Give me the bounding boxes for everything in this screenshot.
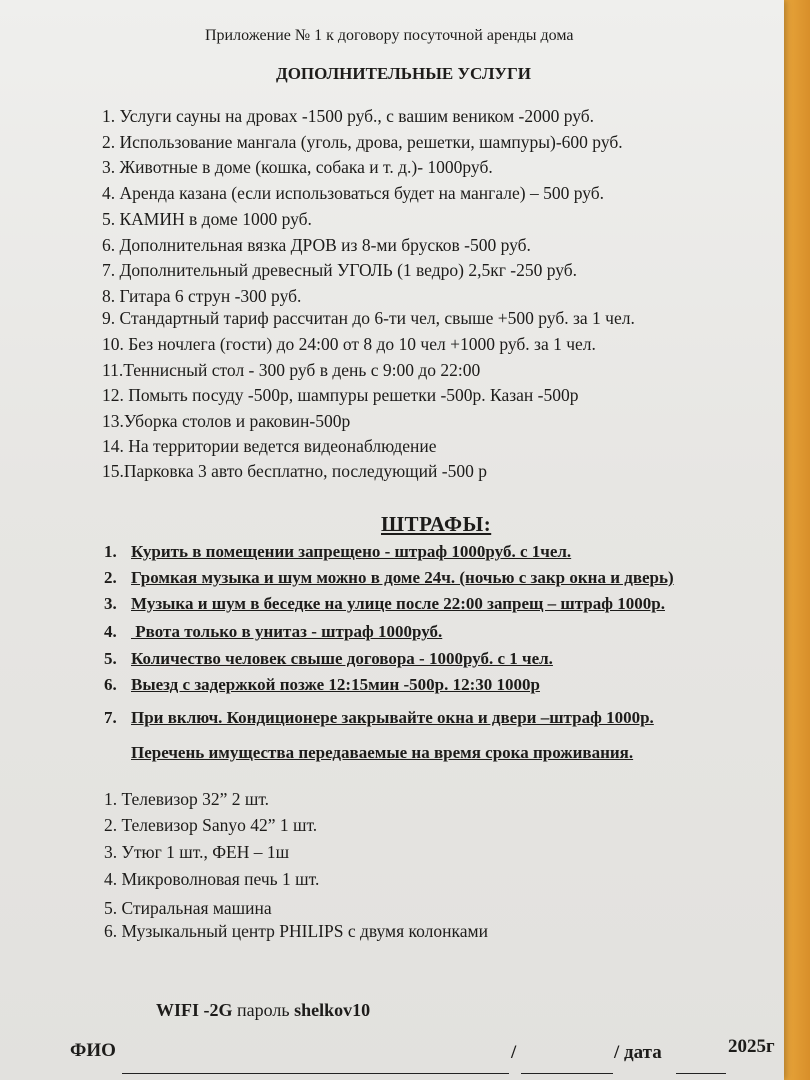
service-item: 4. Аренда казана (если использоваться будет на мангале) – 500 руб. bbox=[102, 183, 605, 203]
document-header: Приложение № 1 к договору посуточной аренды дома bbox=[205, 27, 574, 44]
service-item: 11.Теннисный стол - 300 руб в день с 9:00 до 22:00 bbox=[102, 360, 481, 380]
fine-text: Громкая музыка и шум можно в доме 24ч. (ночью с закр окна и дверь) bbox=[131, 568, 674, 587]
fine-text: Выезд с задержкой позже 12:15мин -500р. 12:30 1000р bbox=[131, 675, 540, 694]
service-item: 13.Уборка столов и раковин-500р bbox=[102, 411, 351, 431]
inventory-item: 1. Телевизор 32” 2 шт. bbox=[104, 789, 270, 809]
service-item: 1. Услуги сауны на дровах -1500 руб., с вашим веником -2000 руб. bbox=[102, 106, 595, 126]
fio-line bbox=[122, 1073, 509, 1074]
fine-number: 7. bbox=[104, 708, 117, 727]
fine-item bbox=[104, 708, 654, 728]
fine-number: 1. bbox=[104, 542, 117, 561]
service-item: 14. На территории ведется видеонаблюдение bbox=[102, 436, 437, 456]
wifi-label: WIFI -2G bbox=[156, 1000, 233, 1020]
fine-item bbox=[104, 649, 553, 669]
fine-text: Курить в помещении запрещено - штраф 1000руб. с 1чел. bbox=[131, 542, 572, 561]
fio-label: ФИО bbox=[70, 1040, 116, 1061]
fine-item bbox=[104, 675, 540, 695]
year: 2025г bbox=[728, 1036, 775, 1057]
fines-title: ШТРАФЫ: bbox=[381, 512, 492, 536]
fine-text: Количество человек свыше договора - 1000руб. с 1 чел. bbox=[131, 649, 553, 668]
services-title: ДОПОЛНИТЕЛЬНЫЕ УСЛУГИ bbox=[276, 64, 532, 83]
fine-item bbox=[104, 568, 674, 588]
service-item: 10. Без ночлега (гости) до 24:00 от 8 до 10 чел +1000 руб. за 1 чел. bbox=[102, 334, 596, 354]
inventory-item: 6. Музыкальный центр PHILIPS с двумя колонками bbox=[104, 921, 488, 941]
service-item: 5. КАМИН в доме 1000 руб. bbox=[102, 209, 312, 229]
service-item: 2. Использование мангала (уголь, дрова, решетки, шампуры)-600 руб. bbox=[102, 132, 623, 152]
service-item: 8. Гитара 6 струн -300 руб. bbox=[102, 286, 302, 306]
service-item: 9. Стандартный тариф рассчитан до 6-ти чел, свыше +500 руб. за 1 чел. bbox=[102, 308, 635, 328]
fine-item bbox=[104, 594, 665, 614]
wifi-password: shelkov10 bbox=[294, 1000, 371, 1020]
fine-text: Рвота только в унитаз - штраф 1000руб. bbox=[131, 622, 443, 641]
inventory-item: 4. Микроволновая печь 1 шт. bbox=[104, 869, 320, 889]
date-label: / дата bbox=[614, 1042, 662, 1063]
fine-number: 5. bbox=[104, 649, 117, 668]
inventory-item: 5. Стиральная машина bbox=[104, 898, 272, 918]
service-item: 3. Животные в доме (кошка, собака и т. д.)- 1000руб. bbox=[102, 157, 493, 177]
fine-number: 2. bbox=[104, 568, 117, 587]
fine-text: Музыка и шум в беседке на улице после 22:00 запрещ – штраф 1000р. bbox=[131, 594, 665, 613]
wifi-password-label: пароль bbox=[237, 1000, 290, 1020]
fine-number: 4. bbox=[104, 622, 117, 641]
signature-line bbox=[521, 1073, 613, 1074]
fine-number: 3. bbox=[104, 594, 117, 613]
service-item: 12. Помыть посуду -500р, шампуры решетки -500р. Казан -500р bbox=[102, 385, 579, 405]
fine-item bbox=[104, 542, 571, 562]
fine-number: 6. bbox=[104, 675, 117, 694]
signature-slash: / bbox=[511, 1042, 517, 1063]
inventory-title: Перечень имущества передаваемые на время срока проживания. bbox=[131, 743, 634, 762]
fine-text: При включ. Кондиционере закрывайте окна и двери –штраф 1000р. bbox=[131, 708, 654, 727]
service-item: 15.Парковка 3 авто бесплатно, последующий -500 р bbox=[102, 461, 487, 481]
wifi-line bbox=[156, 1000, 370, 1021]
service-item: 7. Дополнительный древесный УГОЛЬ (1 ведро) 2,5кг -250 руб. bbox=[102, 260, 578, 280]
inventory-item: 2. Телевизор Sanyo 42” 1 шт. bbox=[104, 815, 318, 835]
inventory-item: 3. Утюг 1 шт., ФЕН – 1ш bbox=[104, 842, 290, 862]
date-line bbox=[676, 1073, 726, 1074]
service-item: 6. Дополнительная вязка ДРОВ из 8-ми брусков -500 руб. bbox=[102, 235, 531, 255]
fine-item bbox=[104, 622, 442, 642]
